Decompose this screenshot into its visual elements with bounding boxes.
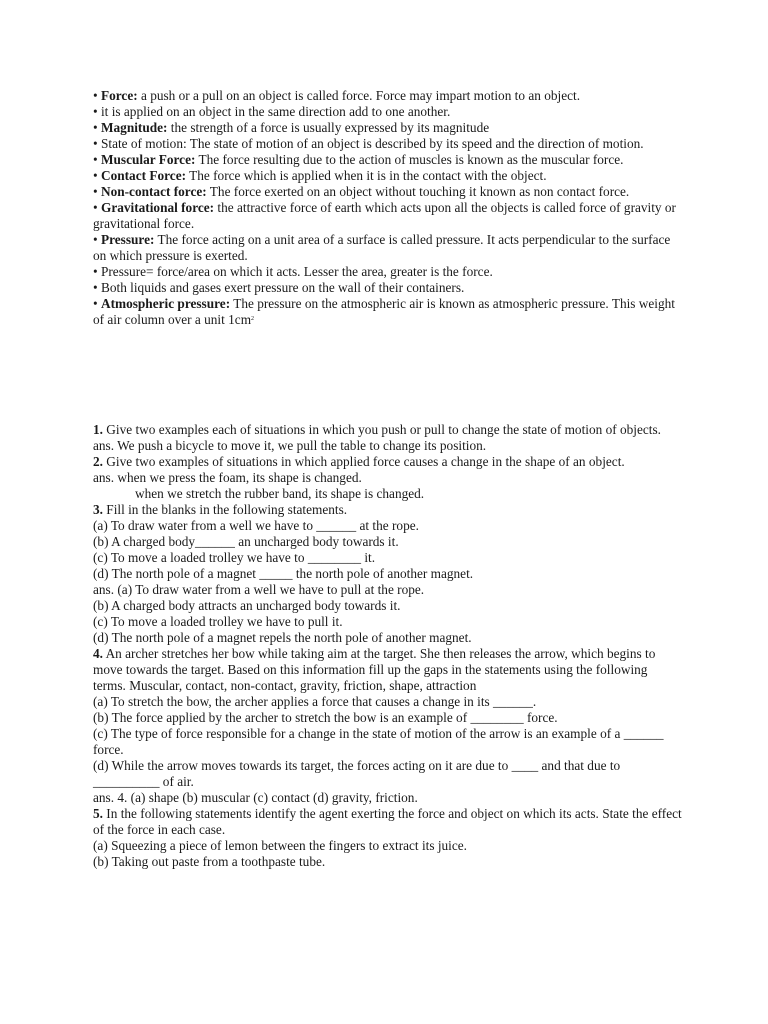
note-force: • Force: a push or a pull on an object is called force. Force may impart motion to an object.: [93, 88, 581, 103]
question-2: [93, 454, 683, 470]
question-text: Give two examples of situations in which applied force causes a change in the shape of an object.: [102, 454, 625, 469]
question-number: 4.: [93, 646, 103, 661]
note-text: Both liquids and gases exert pressure on the wall of their containers.: [100, 280, 465, 295]
note-text: The pressure on the atmospheric air is known as atmospheric pressure. This weight of air column over a unit 1cm: [93, 296, 675, 327]
question-text: Give two examples each of situations in which you push or pull to change the state of motion of objects.: [102, 422, 661, 437]
question-4: [93, 646, 683, 694]
note-term: Gravitational force:: [100, 200, 215, 215]
note-text: The force exerted on an object without touching it known as non contact force.: [206, 184, 630, 199]
note-atmospheric-pressure: • Atmospheric pressure: The pressure on the atmospheric air is known as atmospheric pressure. This weight of air column over a unit $1cm^2$: [93, 296, 675, 327]
note-text: a push or a pull on an object is called force. Force may impart motion to an object.: [137, 88, 581, 103]
question-text: Fill in the blanks in the following statements.: [102, 502, 348, 517]
question-number: 3.: [93, 502, 103, 517]
note-term: Atmospheric pressure:: [100, 296, 231, 311]
note-term: Force:: [100, 88, 138, 103]
answer-2: ans. when we press the foam, its shape is changed.: [93, 470, 362, 485]
note-text: it is applied on an object in the same direction add to one another.: [100, 104, 451, 119]
note-text: the strength of a force is usually expressed by its magnitude: [167, 120, 490, 135]
answer-3-part-c: (c) To move a loaded trolley we have to pull it.: [93, 614, 343, 629]
note-contact-force: • Contact Force: The force which is applied when it is in the contact with the object.: [93, 168, 547, 183]
question-number: 5.: [93, 806, 103, 821]
question-5: [93, 806, 683, 838]
question-5-part-a: (a) Squeezing a piece of lemon between the fingers to extract its juice.: [93, 838, 468, 853]
question-3-part-a: (a) To draw water from a well we have to ______ at the rope.: [93, 518, 419, 533]
superscript: 2: [251, 316, 255, 322]
answer-3-part-a: ans. (a) To draw water from a well we have to pull at the rope.: [93, 582, 425, 597]
question-number: 2.: [93, 454, 103, 469]
question-3-part-c: (c) To move a loaded trolley we have to ________ it.: [93, 550, 376, 565]
note-text: Pressure= force/area on which it acts. Lesser the area, greater is the force.: [100, 264, 493, 279]
note-term: Magnitude:: [100, 120, 168, 135]
note-pressure-formula: • Pressure= force/area on which it acts. Lesser the area, greater is the force.: [93, 264, 493, 279]
question-4-part-c: (c) The type of force responsible for a change in the state of motion of the arrow is an example of a ______ force.: [93, 726, 664, 757]
notes-list: [93, 88, 683, 328]
note-non-contact-force: • Non-contact force: The force exerted on an object without touching it known as non contact force.: [93, 184, 630, 199]
answer-4: ans. 4. (a) shape (b) muscular (c) contact (d) gravity, friction.: [93, 790, 418, 805]
note-text: State of motion: The state of motion of an object is described by its speed and the direction of motion.: [100, 136, 644, 151]
question-3: [93, 502, 683, 518]
note-term: Muscular Force:: [100, 152, 196, 167]
note-direction: • it is applied on an object in the same direction add to one another.: [93, 104, 451, 119]
note-gravitational-force: • Gravitational force: the attractive force of earth which acts upon all the objects is called force of gravity or gravitational force.: [93, 200, 676, 231]
note-term: Contact Force:: [100, 168, 187, 183]
question-4-part-b: (b) The force applied by the archer to stretch the bow is an example of ________ force.: [93, 710, 558, 725]
note-liquids-gases: • Both liquids and gases exert pressure on the wall of their containers.: [93, 280, 465, 295]
answer-3-part-d: (d) The north pole of a magnet repels the north pole of another magnet.: [93, 630, 472, 645]
answer-2-continued: when we stretch the rubber band, its shape is changed.: [135, 486, 425, 501]
note-state-of-motion: • State of motion: The state of motion of an object is described by its speed and the direction of motion.: [93, 136, 644, 151]
note-muscular-force: • Muscular Force: The force resulting due to the action of muscles is known as the muscular force.: [93, 152, 624, 167]
question-number: 1.: [93, 422, 103, 437]
note-term: Non-contact force:: [100, 184, 207, 199]
question-3-part-b: (b) A charged body______ an uncharged body towards it.: [93, 534, 399, 549]
question-1: [93, 422, 683, 438]
question-text: An archer stretches her bow while taking aim at the target. She then releases the arrow, which begins to move towards the target. Based on this information fill up the gaps in the statements using the following terms. Muscular, contact, non-contact, gravity, friction, shape, attraction: [93, 646, 656, 693]
note-text: The force which is applied when it is in the contact with the object.: [186, 168, 547, 183]
question-3-part-d: (d) The north pole of a magnet _____ the north pole of another magnet.: [93, 566, 474, 581]
note-text: The force resulting due to the action of muscles is known as the muscular force.: [195, 152, 624, 167]
question-5-part-b: (b) Taking out paste from a toothpaste tube.: [93, 854, 326, 869]
question-text: In the following statements identify the agent exerting the force and object on which its acts. State the effect of the force in each case.: [93, 806, 682, 837]
questions-list: [93, 422, 683, 870]
note-text: the attractive force of earth which acts upon all the objects is called force of gravity or gravitational force.: [93, 200, 676, 231]
answer-3-part-b: (b) A charged body attracts an uncharged body towards it.: [93, 598, 401, 613]
answer-1: ans. We push a bicycle to move it, we pull the table to change its position.: [93, 438, 487, 453]
question-4-part-d: (d) While the arrow moves towards its target, the forces acting on it are due to ____ and that due to __________ of air.: [93, 758, 621, 789]
note-magnitude: • Magnitude: the strength of a force is usually expressed by its magnitude: [93, 120, 490, 135]
note-text: The force acting on a unit area of a surface is called pressure. It acts perpendicular to the surface on which pressure is exerted.: [93, 232, 671, 263]
note-pressure: • Pressure: The force acting on a unit area of a surface is called pressure. It acts perpendicular to the surface on which pressure is exerted.: [93, 232, 671, 263]
question-4-part-a: (a) To stretch the bow, the archer applies a force that causes a change in its ______.: [93, 694, 537, 709]
note-term: Pressure:: [100, 232, 155, 247]
